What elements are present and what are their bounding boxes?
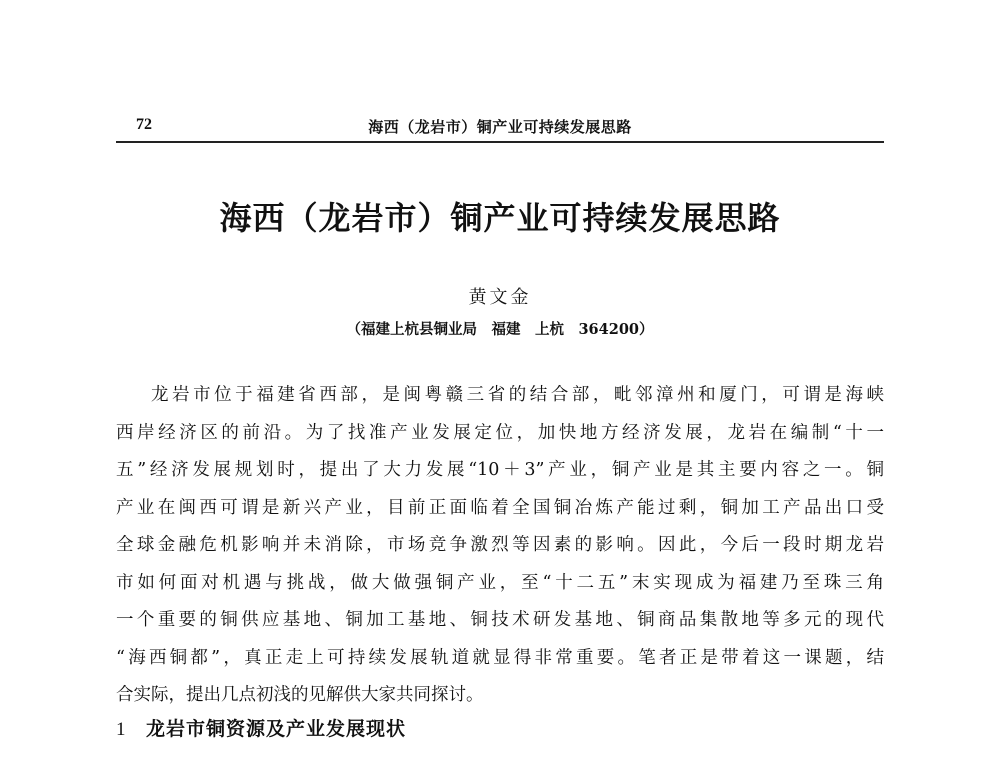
body-line: 产业在闽西可谓是新兴产业，目前正面临着全国铜冶炼产能过剩，铜加工产品出口受	[116, 497, 884, 518]
section-number: 1	[116, 719, 127, 740]
author-name: 黄文金	[468, 287, 532, 308]
body-line: 合实际，提出几点初浅的见解供大家共同探讨。	[116, 685, 484, 705]
author-affiliation: （福建上杭县铜业局 福建 上杭 364200）	[346, 321, 654, 338]
running-header	[116, 112, 884, 138]
body-line: 全球金融危机影响并未消除，市场竞争激烈等因素的影响。因此，今后一段时期龙岩	[116, 535, 884, 555]
body-paragraph	[116, 377, 884, 715]
section-title: 龙岩市铜资源及产业发展现状	[146, 718, 407, 740]
body-line: 龙岩市位于福建省西部，是闽粤赣三省的结合部，毗邻漳州和厦门，可谓是海峡	[151, 385, 884, 405]
body-line: 市如何面对机遇与挑战，做大做强铜产业，至“十二五”末实现成为福建乃至珠三角	[116, 572, 884, 593]
body-line: 西岸经济区的前沿。为了找准产业发展定位，加快地方经济发展，龙岩在编制“十一	[116, 422, 884, 443]
page-number: 72	[136, 116, 152, 133]
body-line: 五”经济发展规划时，提出了大力发展“10＋3”产业，铜产业是其主要内容之一。铜	[116, 460, 884, 480]
section-heading	[116, 714, 406, 741]
body-line: “海西铜都”，真正走上可持续发展轨道就显得非常重要。笔者正是带着这一课题，结	[116, 647, 884, 668]
header-rule	[116, 141, 884, 143]
body-line: 一个重要的铜供应基地、铜加工基地、铜技术研发基地、铜商品集散地等多元的现代	[116, 610, 884, 630]
running-title: 海西（龙岩市）铜产业可持续发展思路	[368, 118, 632, 136]
article-title: 海西（龙岩市）铜产业可持续发展思路	[219, 199, 781, 237]
